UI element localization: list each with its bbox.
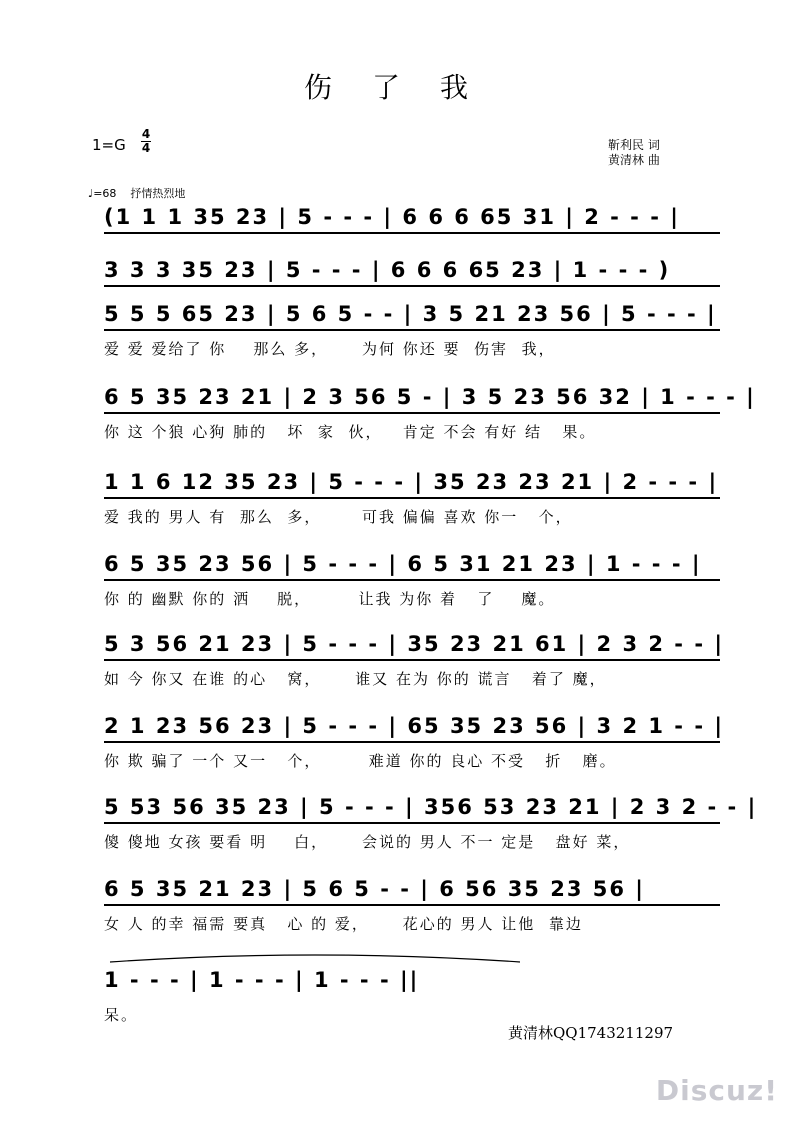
- lyricist: 靳利民 词: [608, 138, 660, 152]
- lyric-row: 你 欺 骗了 一个 又一 个， 难道 你的 良心 不受 折 磨。: [104, 752, 617, 770]
- notes-row: (1 1 1 35 23 | 5 - - - | 6 6 6 65 31 | 2 - - - |: [104, 205, 680, 229]
- time-signature-top: 4: [141, 127, 151, 141]
- lyric-row: 女 人 的幸 福需 要真 心 的 爱， 花心的 男人 让他 靠边: [104, 915, 583, 933]
- notes-row: 5 5 5 65 23 | 5 6 5 - - | 3 5 21 23 56 | 5 - - - |: [104, 302, 717, 326]
- lyric-row: 你 这 个狼 心狗 肺的 坏 家 伙， 肯定 不会 有好 结 果。: [104, 423, 597, 441]
- tie-arc: [110, 955, 520, 962]
- notes-row: 5 53 56 35 23 | 5 - - - | 356 53 23 21 | 2 3 2 - - |: [104, 795, 758, 819]
- song-title: 伤了我: [303, 71, 508, 104]
- notes-row: 2 1 23 56 23 | 5 - - - | 65 35 23 56 | 3 2 1 - - |: [104, 714, 725, 738]
- arranger-signature: 黄清林QQ1743211297: [508, 1024, 674, 1042]
- notes-row: 3 3 3 35 23 | 5 - - - | 6 6 6 65 23 | 1 - - - ): [104, 258, 671, 282]
- lyric-row: 呆。: [104, 1006, 139, 1024]
- notes-row: 6 5 35 23 21 | 2 3 56 5 - | 3 5 23 56 32 | 1 - - - |: [104, 385, 756, 409]
- notes-row: 1 - - - | 1 - - - | 1 - - - ||: [104, 968, 420, 992]
- lyric-row: 傻 傻地 女孩 要看 明 白， 会说的 男人 不一 定是 盘好 菜，: [104, 833, 631, 851]
- lyric-row: 爱 爱 爱给了 你 那么 多， 为何 你还 要 伤害 我，: [104, 340, 556, 358]
- notes-row: 1 1 6 12 35 23 | 5 - - - | 35 23 23 21 | 2 - - - |: [104, 470, 719, 494]
- tempo-value: ♩=68: [88, 187, 117, 200]
- lyric-row: 如 今 你又 在谁 的心 窝， 谁又 在为 你的 谎言 着了 魔，: [104, 670, 607, 688]
- mood-marking: 抒情热烈地: [130, 187, 186, 200]
- notes-row: 5 3 56 21 23 | 5 - - - | 35 23 21 61 | 2 3 2 - - |: [104, 632, 725, 656]
- notes-row: 6 5 35 21 23 | 5 6 5 - - | 6 56 35 23 56 |: [104, 877, 645, 901]
- composer: 黄清林 曲: [608, 153, 660, 167]
- watermark-logo: Discuz!: [655, 1074, 778, 1107]
- notes-row: 6 5 35 23 56 | 5 - - - | 6 5 31 21 23 | 1 - - - |: [104, 552, 702, 576]
- key-signature: 1=G: [92, 136, 126, 154]
- lyric-row: 你 的 幽默 你的 洒 脱， 让我 为你 着 了 魔。: [104, 590, 556, 608]
- time-signature-bottom: 4: [141, 141, 151, 155]
- lyric-row: 爱 我的 男人 有 那么 多， 可我 偏偏 喜欢 你一 个，: [104, 508, 573, 526]
